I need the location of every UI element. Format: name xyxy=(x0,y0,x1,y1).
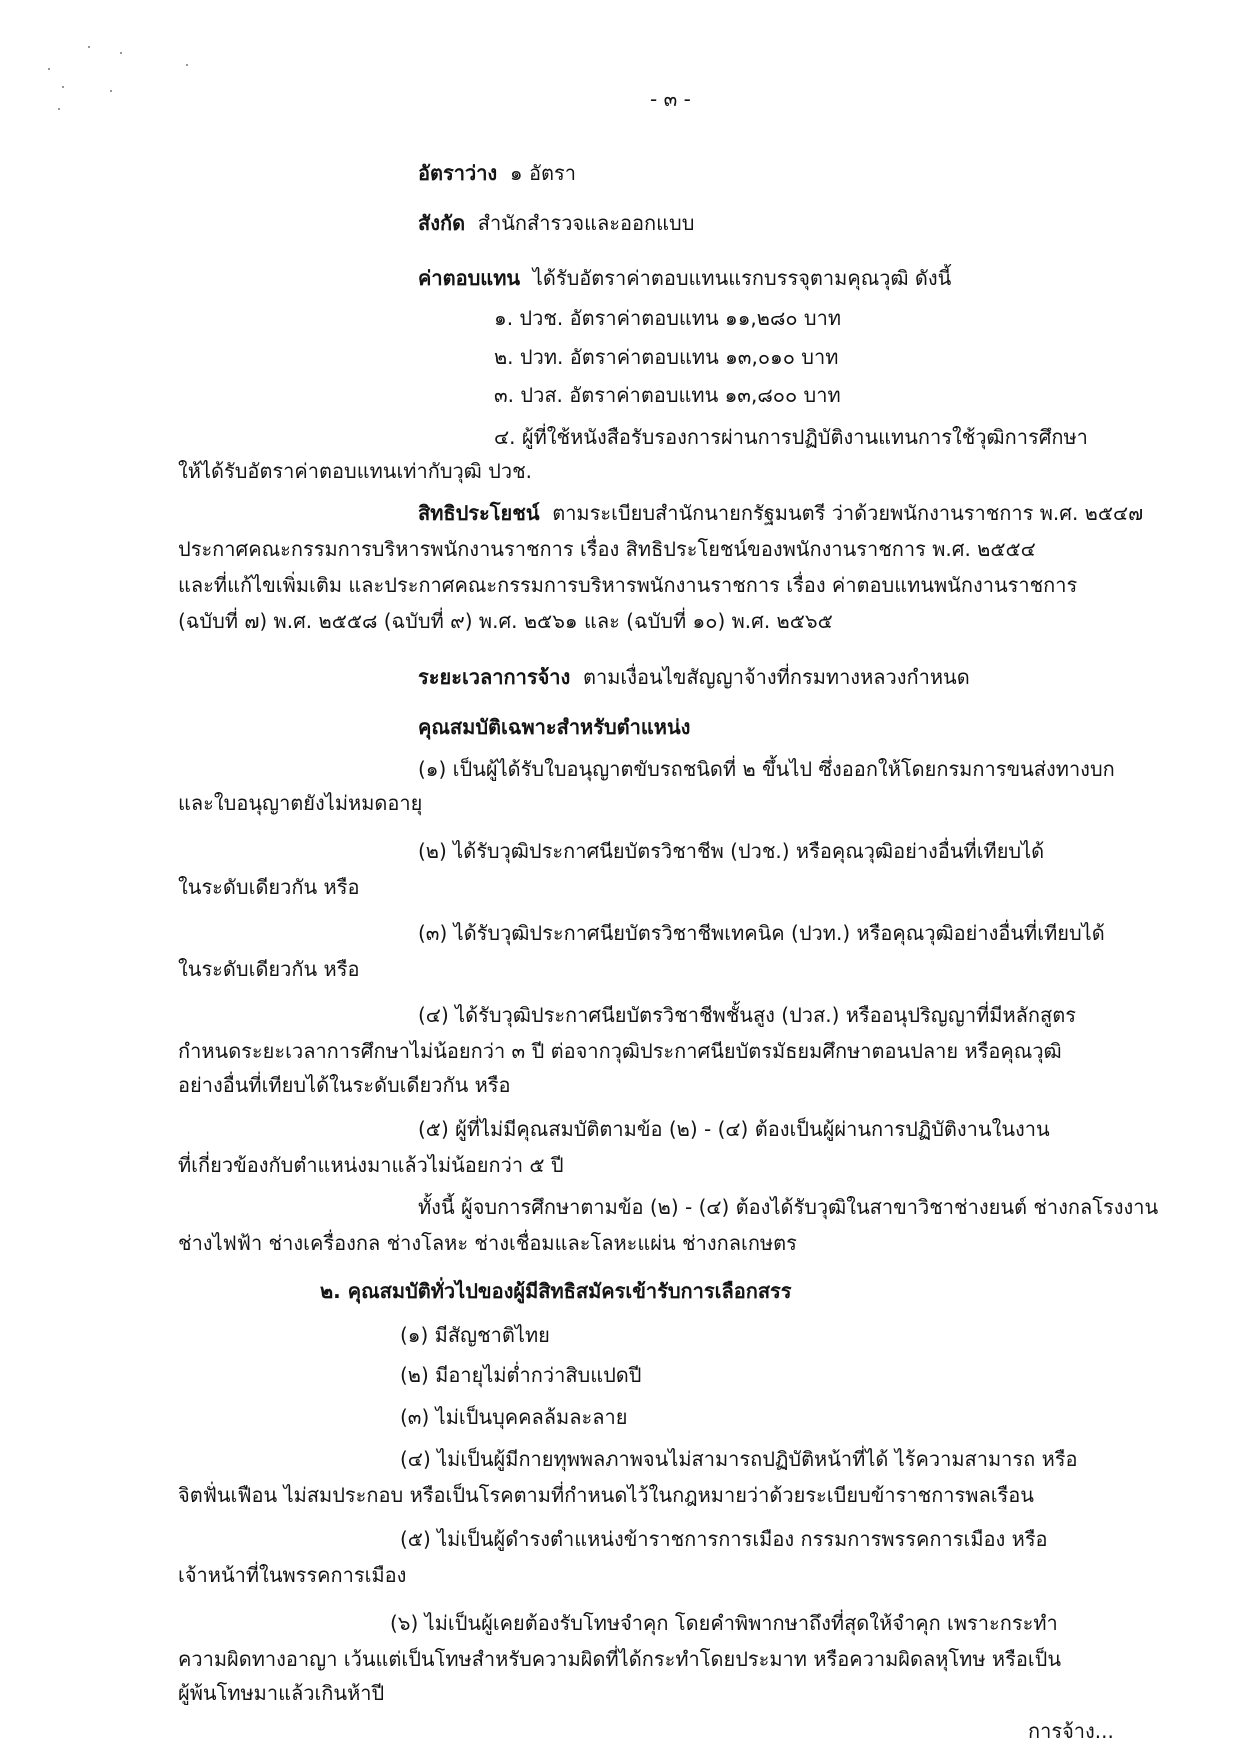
benefits-line: และที่แก้ไขเพิ่มเติม และประกาศคณะกรรมการบริหารพนักงานราชการ เรื่อง ค่าตอบแทนพนักงานราชการ xyxy=(178,573,1078,597)
general-qualification-item: (๒) มีอายุไม่ต่ำกว่าสิบแปดปี xyxy=(400,1363,642,1387)
general-qualifications-heading: ๒. คุณสมบัติทั่วไปของผู้มีสิทธิสมัครเข้ารับการเลือกสรร xyxy=(320,1279,792,1303)
compensation-item: ๑. ปวช. อัตราค่าตอบแทน ๑๑,๒๘๐ บาท xyxy=(494,306,842,330)
compensation-item: ๔. ผู้ที่ใช้หนังสือรับรองการผ่านการปฏิบัติงานแทนการใช้วุฒิการศึกษา xyxy=(494,425,1088,449)
qualification-item-cont: อย่างอื่นที่เทียบได้ในระดับเดียวกัน หรือ xyxy=(178,1073,511,1097)
general-qualification-item: (๓) ไม่เป็นบุคคลล้มละลาย xyxy=(400,1405,628,1429)
qualification-item: (๑) เป็นผู้ได้รับใบอนุญาตขับรถชนิดที่ ๒ ขึ้นไป ซึ่งออกให้โดยกรมการขนส่งทางบก xyxy=(418,757,1115,781)
vacancy-label: อัตราว่าง xyxy=(418,161,498,185)
qualification-note: ทั้งนี้ ผู้จบการศึกษาตามข้อ (๒) - (๔) ต้องได้รับวุฒิในสาขาวิชาช่างยนต์ ช่างกลโรงงาน xyxy=(418,1195,1159,1219)
general-qualification-item: (๕) ไม่เป็นผู้ดำรงตำแหน่งข้าราชการการเมือง กรรมการพรรคการเมือง หรือ xyxy=(400,1527,1048,1551)
vacancy-value: ๑ อัตรา xyxy=(509,161,576,185)
benefits-line: (ฉบับที่ ๗) พ.ศ. ๒๕๕๘ (ฉบับที่ ๙) พ.ศ. ๒๕๖๑ และ (ฉบับที่ ๑๐) พ.ศ. ๒๕๖๕ xyxy=(178,609,833,633)
employment-period-line xyxy=(418,664,970,690)
continuation-marker: การจ้าง... xyxy=(1028,1719,1114,1743)
scan-speck xyxy=(62,86,64,88)
qualification-item-cont: กำหนดระยะเวลาการศึกษาไม่น้อยกว่า ๓ ปี ต่อจากวุฒิประกาศนียบัตรมัธยมศึกษาตอนปลาย หรือคุณวุฒิ xyxy=(178,1039,1062,1063)
qualification-item-cont: ในระดับเดียวกัน หรือ xyxy=(178,957,360,981)
compensation-item: ๓. ปวส. อัตราค่าตอบแทน ๑๓,๘๐๐ บาท xyxy=(494,383,841,407)
specific-qualifications-heading: คุณสมบัติเฉพาะสำหรับตำแหน่ง xyxy=(418,715,691,739)
affiliation-label: สังกัด xyxy=(418,211,466,235)
qualification-item-cont: ในระดับเดียวกัน หรือ xyxy=(178,875,360,899)
qualification-item: (๕) ผู้ที่ไม่มีคุณสมบัติตามข้อ (๒) - (๔) ต้องเป็นผู้ผ่านการปฏิบัติงานในงาน xyxy=(418,1117,1050,1141)
general-qualification-item-cont: จิตฟั่นเฟือน ไม่สมประกอบ หรือเป็นโรคตามที่กำหนดไว้ในกฎหมายว่าด้วยระเบียบข้าราชการพลเรือน xyxy=(178,1483,1034,1507)
qualification-item: (๒) ได้รับวุฒิประกาศนียบัตรวิชาชีพ (ปวช.) หรือคุณวุฒิอย่างอื่นที่เทียบได้ xyxy=(418,839,1045,863)
compensation-item-cont: ให้ได้รับอัตราค่าตอบแทนเท่ากับวุฒิ ปวช. xyxy=(178,459,533,483)
scan-speck xyxy=(88,46,90,48)
benefits-line: ประกาศคณะกรรมการบริหารพนักงานราชการ เรื่อง สิทธิประโยชน์ของพนักงานราชการ พ.ศ. ๒๕๕๔ xyxy=(178,537,1036,561)
general-qualification-item-cont: ผู้พ้นโทษมาแล้วเกินห้าปี xyxy=(178,1681,385,1705)
scan-speck xyxy=(186,64,188,66)
benefits-line xyxy=(418,500,1143,526)
general-qualification-item: (๑) มีสัญชาติไทย xyxy=(400,1323,550,1347)
benefits-text: ตามระเบียบสำนักนายกรัฐมนตรี ว่าด้วยพนักงานราชการ พ.ศ. ๒๕๔๗ xyxy=(552,501,1144,525)
scan-speck xyxy=(110,90,112,92)
scan-speck xyxy=(58,108,60,110)
qualification-item: (๔) ได้รับวุฒิประกาศนียบัตรวิชาชีพชั้นสูง (ปวส.) หรืออนุปริญญาที่มีหลักสูตร xyxy=(418,1003,1076,1027)
compensation-line xyxy=(418,265,951,291)
affiliation-line xyxy=(418,210,694,236)
general-qualification-item-cont: ความผิดทางอาญา เว้นแต่เป็นโทษสำหรับความผิดที่ได้กระทำโดยประมาท หรือความผิดลหุโทษ หรือเป็น xyxy=(178,1647,1062,1671)
qualification-item-cont: ที่เกี่ยวข้องกับตำแหน่งมาแล้วไม่น้อยกว่า ๕ ปี xyxy=(178,1153,564,1177)
compensation-item: ๒. ปวท. อัตราค่าตอบแทน ๑๓,๐๑๐ บาท xyxy=(494,345,839,369)
qualification-item-cont: และใบอนุญาตยังไม่หมดอายุ xyxy=(178,791,423,815)
scan-speck xyxy=(120,52,122,54)
general-qualification-item: (๖) ไม่เป็นผู้เคยต้องรับโทษจำคุก โดยคำพิพากษาถึงที่สุดให้จำคุก เพราะกระทำ xyxy=(390,1611,1058,1635)
qualification-note-cont: ช่างไฟฟ้า ช่างเครื่องกล ช่างโลหะ ช่างเชื่อมและโลหะแผ่น ช่างกลเกษตร xyxy=(178,1231,797,1255)
employment-period-label: ระยะเวลาการจ้าง xyxy=(418,665,571,689)
general-qualification-item: (๔) ไม่เป็นผู้มีกายทุพพลภาพจนไม่สามารถปฏิบัติหน้าที่ได้ ไร้ความสามารถ หรือ xyxy=(400,1447,1078,1471)
compensation-intro: ได้รับอัตราค่าตอบแทนแรกบรรจุตามคุณวุฒิ ดังนี้ xyxy=(532,266,952,290)
compensation-label: ค่าตอบแทน xyxy=(418,266,521,290)
benefits-label: สิทธิประโยชน์ xyxy=(418,501,540,525)
scan-speck xyxy=(48,68,50,70)
employment-period-value: ตามเงื่อนไขสัญญาจ้างที่กรมทางหลวงกำหนด xyxy=(583,665,970,689)
page-number: - ๓ - xyxy=(650,87,691,111)
general-qualification-item-cont: เจ้าหน้าที่ในพรรคการเมือง xyxy=(178,1563,407,1587)
affiliation-value: สำนักสำรวจและออกแบบ xyxy=(477,211,695,235)
qualification-item: (๓) ได้รับวุฒิประกาศนียบัตรวิชาชีพเทคนิค (ปวท.) หรือคุณวุฒิอย่างอื่นที่เทียบได้ xyxy=(418,921,1105,945)
vacancy-line xyxy=(418,160,576,186)
